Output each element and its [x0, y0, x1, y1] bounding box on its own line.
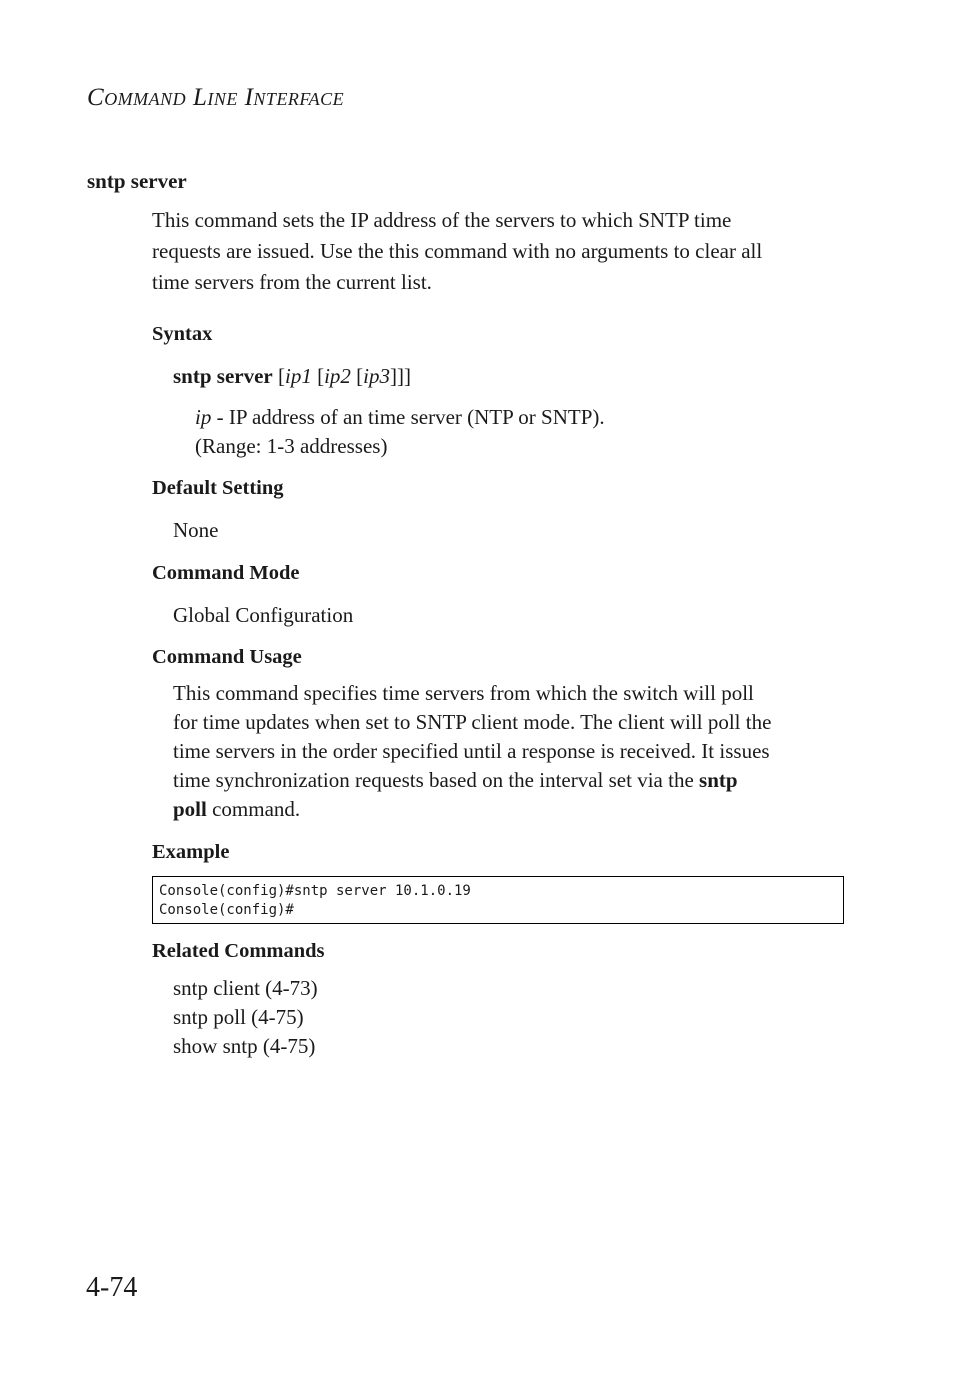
usage-line: time servers in the order specified until a response is received. It issues [173, 739, 770, 763]
syntax-heading: Syntax [152, 323, 213, 345]
code-line: Console(config)# [159, 902, 294, 918]
command-title: sntp server [87, 169, 187, 193]
syntax-arg: ip1 [284, 364, 312, 388]
usage-command-ref: poll [173, 797, 207, 821]
description-line: requests are issued. Use the this command with no arguments to clear all [152, 239, 763, 263]
syntax-param-range: (Range: 1-3 addresses) [195, 434, 388, 458]
usage-line: time synchronization requests based on the interval set via the sntp [173, 768, 738, 792]
example-code-box [152, 876, 844, 924]
code-block [153, 877, 843, 920]
param-name: ip [195, 405, 212, 429]
code-line: Console(config)#sntp server 10.1.0.19 [159, 883, 471, 899]
default-setting-value: None [173, 518, 219, 542]
syntax-line: sntp server [ip1 [ip2 [ip3]]] [173, 364, 411, 388]
command-mode-value: Global Configuration [173, 603, 354, 627]
usage-line: for time updates when set to SNTP client mode. The client will poll the [173, 710, 772, 734]
usage-line: poll command. [173, 797, 301, 821]
param-desc: - IP address of an time server (NTP or SNTP). [211, 405, 605, 429]
syntax-command: sntp server [173, 364, 273, 388]
usage-line: This command specifies time servers from which the switch will poll [173, 681, 754, 705]
related-commands-list [173, 974, 318, 1061]
command-usage-text [173, 679, 771, 824]
example-heading: Example [152, 841, 230, 863]
syntax-arg: ip3 [363, 364, 391, 388]
related-command-item: sntp poll (4-75) [173, 1005, 304, 1029]
default-setting-heading: Default Setting [152, 477, 284, 499]
running-header: COMMAND LINE INTERFACE [87, 84, 345, 111]
page-number: 4-74 [86, 1272, 138, 1303]
description-line: time servers from the current list. [152, 270, 432, 294]
description-line: This command sets the IP address of the servers to which SNTP time [152, 208, 732, 232]
related-command-item: sntp client (4-73) [173, 976, 318, 1000]
syntax-param [195, 405, 605, 430]
command-usage-heading: Command Usage [152, 646, 302, 668]
command-description [152, 205, 762, 298]
related-commands-heading: Related Commands [152, 940, 325, 962]
usage-command-ref: sntp [699, 768, 738, 792]
syntax-arg: ip2 [324, 364, 351, 388]
command-mode-heading: Command Mode [152, 562, 300, 584]
related-command-item: show sntp (4-75) [173, 1034, 316, 1058]
